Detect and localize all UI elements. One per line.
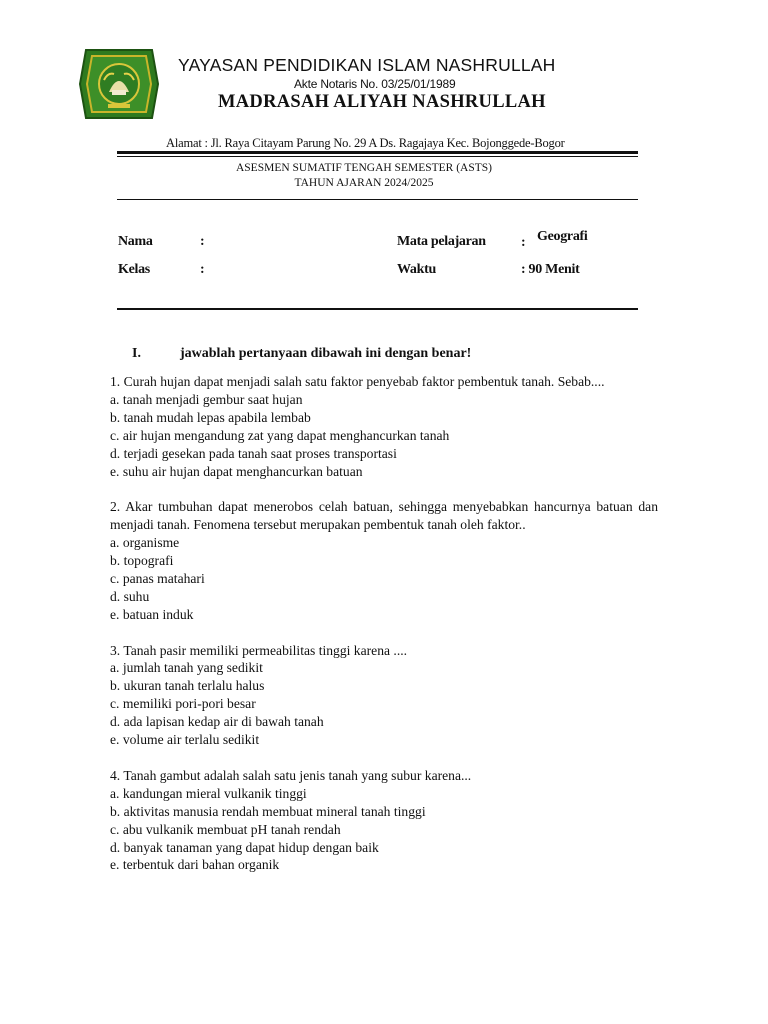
question-stem: 4. Tanah gambut adalah salah satu jenis tanah yang subur karena...	[110, 767, 472, 783]
question-stem: 1. Curah hujan dapat menjadi salah satu faktor penyebab faktor pembentuk tanah. Sebab....	[110, 374, 605, 389]
option-b: b. tanah mudah lepas apabila lembab	[110, 409, 311, 425]
question-4	[110, 767, 658, 874]
option-a: a. jumlah tanah yang sedikit	[110, 660, 263, 676]
school-name: MADRASAH ALIYAH NASHRULLAH	[218, 92, 546, 112]
subject-colon: :	[521, 235, 526, 250]
option-b: b. ukuran tanah terlalu halus	[110, 678, 265, 694]
option-c: c. abu vulkanik membuat pH tanah rendah	[110, 821, 341, 837]
school-logo-icon	[78, 46, 160, 122]
title-divider	[117, 199, 638, 200]
option-e: e. batuan induk	[110, 606, 194, 622]
class-colon: :	[200, 262, 205, 277]
letterhead-rule-thick	[117, 151, 638, 154]
school-address: Alamat : Jl. Raya Citayam Parung No. 29 A Ds. Ragajaya Kec. Bojonggede-Bogor	[166, 136, 565, 150]
option-d: d. terjadi gesekan pada tanah saat proses transportasi	[110, 445, 397, 461]
exam-title: ASESMEN SUMATIF TENGAH SEMESTER (ASTS)	[235, 162, 492, 174]
exam-year: TAHUN AJARAN 2024/2025	[294, 177, 434, 189]
question-stem: 3. Tanah pasir memiliki permeabilitas tinggi karena ....	[110, 642, 408, 658]
letterhead-rule-thin	[117, 156, 638, 157]
option-e: e. terbentuk dari bahan organik	[110, 857, 280, 873]
option-d: d. ada lapisan kedap air di bawah tanah	[110, 714, 324, 730]
time-label: Waktu	[397, 262, 436, 277]
option-d: d. banyak tanaman yang dapat hidup dengan baik	[110, 839, 379, 855]
section-heading	[132, 346, 471, 362]
question-list	[110, 373, 658, 892]
option-a: a. kandungan mieral vulkanik tinggi	[110, 785, 307, 801]
time-value: : 90 Menit	[521, 262, 580, 277]
class-label: Kelas	[118, 262, 150, 277]
option-c: c. memiliki pori-pori besar	[110, 696, 256, 712]
name-colon: :	[200, 234, 205, 249]
section-number: I.	[132, 346, 141, 361]
option-d: d. suhu	[110, 588, 150, 604]
subject-label: Mata pelajaran	[397, 234, 486, 249]
info-divider	[117, 308, 638, 310]
name-label: Nama	[118, 234, 153, 249]
question-stem: 2. Akar tumbuhan dapat menerobos celah batuan, sehingga menyebabkan hancurnya batuan dan menjadi tanah. Fenomena tersebut merupakan pembentuk tanah oleh faktor..	[110, 499, 658, 533]
question-3	[110, 642, 658, 749]
option-b: b. aktivitas manusia rendah membuat mineral tanah tinggi	[110, 803, 426, 819]
question-1	[110, 373, 658, 480]
option-a: a. organisme	[110, 535, 180, 551]
foundation-name: YAYASAN PENDIDIKAN ISLAM NASHRULLAH	[178, 55, 556, 75]
subject-value: Geografi	[537, 229, 588, 244]
option-c: c. air hujan mengandung zat yang dapat menghancurkan tanah	[110, 427, 450, 443]
option-e: e. volume air terlalu sedikit	[110, 732, 260, 748]
option-a: a. tanah menjadi gembur saat hujan	[110, 391, 303, 407]
question-2	[110, 498, 658, 623]
option-c: c. panas matahari	[110, 570, 205, 586]
notary-number: Akte Notaris No. 03/25/01/1989	[294, 77, 456, 91]
option-b: b. topografi	[110, 553, 174, 569]
section-instruction: jawablah pertanyaan dibawah ini dengan benar!	[180, 346, 472, 361]
option-e: e. suhu air hujan dapat menghancurkan batuan	[110, 463, 363, 479]
